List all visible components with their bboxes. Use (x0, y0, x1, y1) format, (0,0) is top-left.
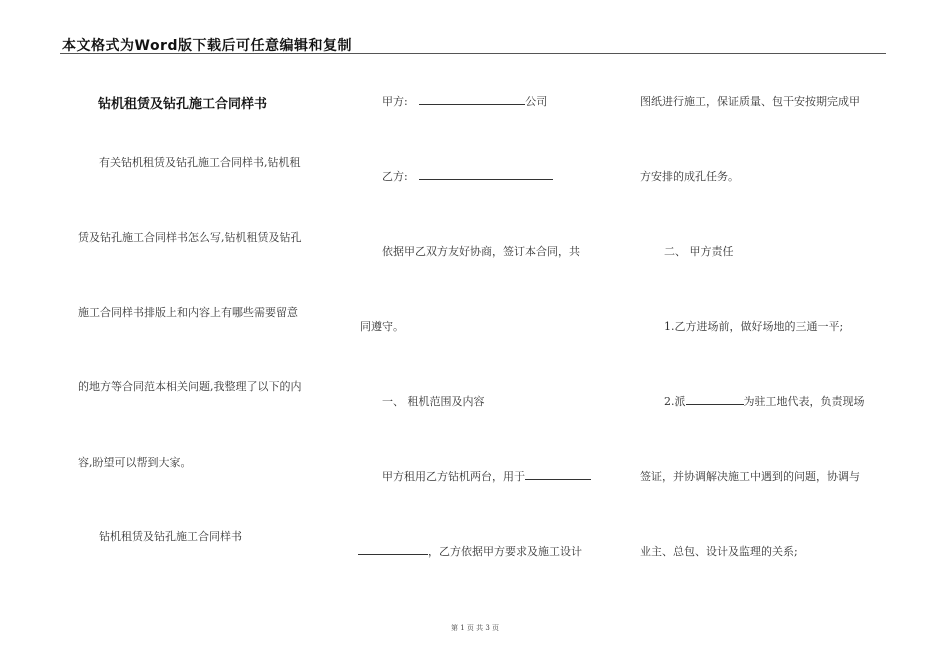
intro-line-1: 有关钻机租赁及钻孔施工合同样书,钻机租 (99, 156, 301, 169)
col3-line-1: 图纸进行施工，保证质量、包干安按期完成甲 (640, 95, 860, 108)
party-a-label: 甲方: (382, 95, 408, 108)
clause-2-item-2 (664, 393, 865, 409)
section-title: 钻机租赁及钻孔施工合同样书 (99, 530, 242, 543)
clause-1-line-1 (382, 468, 591, 484)
intro-line-4: 的地方等合同范本相关问题,我整理了以下的内 (78, 380, 302, 393)
agreement-line-1: 依据甲乙双方友好协商，签订本合同，共 (382, 245, 580, 258)
agreement-line-2: 同遵守。 (360, 320, 404, 333)
col3-line-7: 业主、总包、设计及监理的关系; (640, 545, 798, 558)
intro-line-5: 容,盼望可以帮到大家。 (78, 456, 192, 469)
clause-2-heading: 二、 甲方责任 (664, 245, 734, 258)
item-2-prefix: 2.派 (664, 395, 686, 408)
clause-1-text: 甲方租用乙方钻机两台，用于 (382, 470, 525, 483)
col3-line-2: 方安排的成孔任务。 (640, 170, 739, 183)
clause-1-line-2 (358, 543, 582, 559)
project-blank (358, 544, 428, 555)
page-number: 第 1 页 共 3 页 (450, 624, 500, 632)
clause-1-heading: 一、 租机范围及内容 (382, 395, 485, 408)
intro-line-2: 赁及钻孔施工合同样书怎么写,钻机租赁及钻孔 (78, 231, 302, 244)
party-a-line (382, 93, 547, 109)
party-b-label: 乙方: (382, 170, 408, 183)
document-title: 钻机租赁及钻孔施工合同样书 (98, 97, 268, 112)
header-divider (60, 53, 886, 54)
party-a-blank (419, 94, 525, 105)
document-header-title: 本文格式为Word版下载后可任意编辑和复制 (62, 38, 352, 54)
clause-1-text-2: ，乙方依据甲方要求及施工设计 (428, 545, 582, 558)
intro-line-3: 施工合同样书排版上和内容上有哪些需要留意 (78, 306, 298, 319)
representative-blank (686, 394, 744, 405)
item-2-suffix: 为驻工地代表，负责现场 (743, 395, 865, 408)
party-a-suffix: 公司 (525, 95, 548, 108)
col3-line-6: 签证，并协调解决施工中遇到的问题，协调与 (640, 470, 860, 483)
purpose-blank (525, 469, 591, 480)
clause-2-item-1: 1.乙方进场前，做好场地的三通一平; (664, 320, 844, 333)
party-b-blank (419, 169, 553, 180)
party-b-line (382, 168, 553, 184)
